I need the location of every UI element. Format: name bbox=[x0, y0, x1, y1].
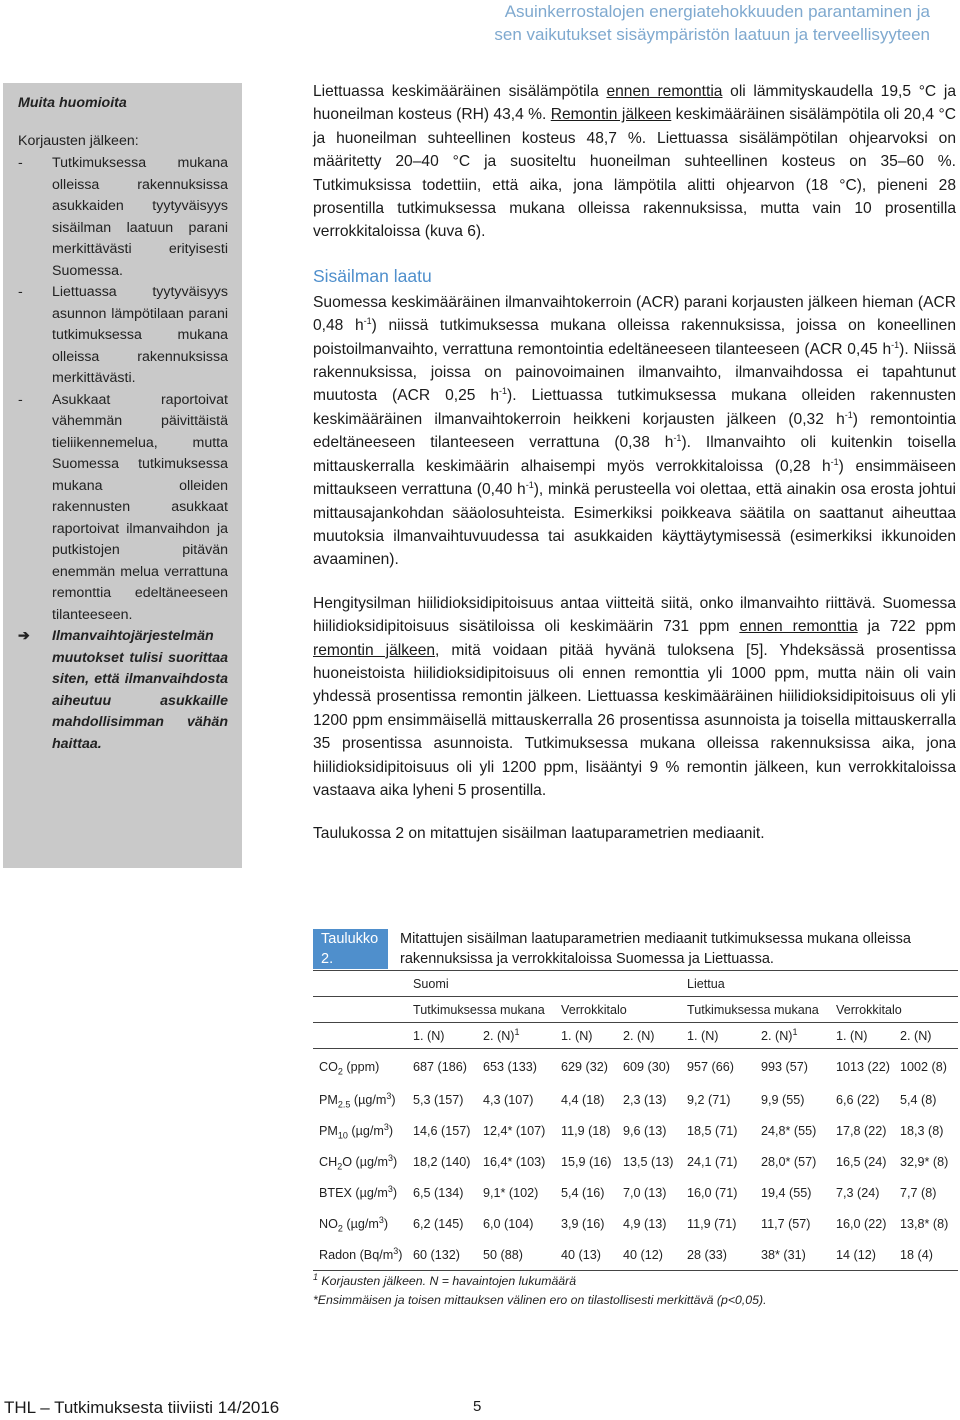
value-cell: 16,4* (103) bbox=[483, 1155, 546, 1169]
value-cell: 16,0 (22) bbox=[836, 1217, 887, 1231]
value-cell: 2,3 (13) bbox=[623, 1093, 667, 1107]
parameter-cell: $PM_{10}$ $(\mu g/m^3)$ bbox=[319, 1121, 394, 1141]
sidebar-item-text: Tutkimuksessa mukana olleissa rakennuksissa asukkaiden tyytyväisyys sisäilman laatuun parani merkittävästi erityisesti Suomessa. bbox=[52, 155, 228, 279]
value-cell: 11,7 (57) bbox=[761, 1217, 811, 1231]
sidebar-item bbox=[18, 153, 228, 282]
table-row bbox=[313, 1116, 958, 1147]
value-cell: 32,9* (8) bbox=[900, 1155, 949, 1169]
sidebar-conclusion-text: Ilmanvaihtojärjestelmän muutokset tulisi suorittaa siten, että ilmanvaihdosta aiheutuu asukkaille mahdollisimman vähän haittaa. bbox=[52, 628, 228, 752]
value-cell: 993 (57) bbox=[761, 1059, 808, 1074]
table-row bbox=[313, 1240, 958, 1271]
value-cell: 16,5 (24) bbox=[836, 1155, 887, 1169]
value-cell: 7,3 (24) bbox=[836, 1186, 880, 1200]
value-cell: 6,0 (104) bbox=[483, 1217, 534, 1231]
measurement-header: 2. (N) bbox=[894, 1023, 958, 1049]
value-cell: 4,3 (107) bbox=[483, 1093, 534, 1107]
table-row bbox=[313, 1147, 958, 1178]
parameter-cell: $PM_{2.5}$ $(\mu g/m^3)$ bbox=[319, 1090, 396, 1110]
parameter-cell: $NO_2$ $(\mu g/m^3)$ bbox=[319, 1214, 389, 1234]
dash-bullet: - bbox=[18, 284, 23, 300]
group-header: Verrokkitalo bbox=[830, 997, 958, 1023]
value-cell: 16,0 (71) bbox=[687, 1186, 738, 1200]
value-cell: 14 (12) bbox=[830, 1240, 894, 1271]
value-cell: 9,1* (102) bbox=[483, 1186, 539, 1200]
parameter-cell: $CO_2$ (ppm) bbox=[319, 1059, 380, 1077]
group-header: Tutkimuksessa mukana bbox=[407, 997, 555, 1023]
value-cell: 5,4 (16) bbox=[561, 1186, 605, 1200]
table-header-row bbox=[313, 971, 958, 997]
value-cell: 7,7 (8) bbox=[900, 1186, 937, 1200]
dash-bullet: - bbox=[18, 155, 23, 171]
sidebar-title: Muita huomioita bbox=[18, 95, 127, 111]
value-cell: 15,9 (16) bbox=[561, 1155, 612, 1169]
value-cell: 653 (133) bbox=[483, 1059, 537, 1074]
sidebar-item bbox=[18, 390, 228, 627]
footnote: *Ensimmäisen ja toisen mittauksen välinen ero on tilastollisesti merkittävä (p<0,05). bbox=[313, 1293, 767, 1307]
value-cell: 17,8 (22) bbox=[836, 1124, 887, 1138]
value-cell: 18 (4) bbox=[894, 1240, 958, 1271]
page-number: 5 bbox=[473, 1398, 482, 1415]
value-cell: 5,4 (8) bbox=[900, 1093, 937, 1107]
value-cell: 60 (132) bbox=[407, 1240, 477, 1271]
group-header: Verrokkitalo bbox=[555, 997, 681, 1023]
value-cell: 18,2 (140) bbox=[413, 1155, 471, 1169]
value-cell: 11,9 (71) bbox=[687, 1217, 737, 1231]
value-cell: 50 (88) bbox=[477, 1240, 555, 1271]
value-cell: 7,0 (13) bbox=[623, 1186, 667, 1200]
measurement-header: 2. $(N)^1$ bbox=[755, 1023, 830, 1049]
value-cell: 4,4 (18) bbox=[561, 1093, 605, 1107]
table-footnotes bbox=[313, 1272, 766, 1310]
value-cell: 9,6 (13) bbox=[623, 1124, 667, 1138]
group-header: Tutkimuksessa mukana bbox=[681, 997, 830, 1023]
table-row bbox=[313, 1209, 958, 1240]
table-row bbox=[313, 1085, 958, 1116]
paragraph-temperature: Liettuassa keskimääräinen sisälämpötila ennen remonttia oli lämmityskaudella 19,5 °C ja huoneilman kosteus (RH) 43,4 %. Remontin jälkeen keskimääräinen sisälämpötila oli 20,4 °C ja huoneilman suhteellinen kosteus 48,7 %. Liettuassa sisälämpötilan ohjearvoksi on määritetty 20–40 °C ja suositeltu huoneilman suhteellinen kosteus on 35–60 %. Tutkimuksissa todettiin, että aika, jona lämpötila alitti ohjearvon (18 °C), pieneni 28 prosentilla tutkimuksessa mukana olleissa rakennuksissa, mutta vain 10 prosentilla verrokkitaloissa (kuva 6). bbox=[313, 83, 957, 241]
value-cell: 5,3 (157) bbox=[413, 1093, 464, 1107]
sidebar-intro: Korjausten jälkeen: bbox=[18, 132, 139, 149]
value-cell: 1002 (8) bbox=[900, 1059, 947, 1074]
measurement-header: 1. (N) bbox=[681, 1023, 755, 1049]
value-cell: 687 (186) bbox=[413, 1059, 467, 1074]
value-cell: 6,2 (145) bbox=[413, 1217, 464, 1231]
running-header bbox=[494, 0, 930, 46]
value-cell: 6,5 (134) bbox=[413, 1186, 464, 1200]
table-row bbox=[313, 1178, 958, 1209]
value-cell: 9,2 (71) bbox=[687, 1093, 731, 1107]
value-cell: 957 (66) bbox=[687, 1059, 734, 1074]
sidebar-conclusion bbox=[18, 626, 228, 755]
measurement-header: 1. (N) bbox=[407, 1023, 477, 1049]
value-cell: 18,3 (8) bbox=[900, 1124, 944, 1138]
main-column bbox=[313, 80, 956, 846]
value-cell: 24,8* (55) bbox=[761, 1124, 817, 1138]
value-cell: 1013 (22) bbox=[836, 1059, 890, 1074]
value-cell: 24,1 (71) bbox=[687, 1155, 738, 1169]
value-cell: 629 (32) bbox=[561, 1059, 608, 1074]
sidebar-item bbox=[18, 282, 228, 390]
value-cell: 19,4 (55) bbox=[761, 1186, 812, 1200]
country-header: Suomi bbox=[407, 971, 681, 997]
value-cell: 38* (31) bbox=[755, 1240, 830, 1271]
value-cell: 6,6 (22) bbox=[836, 1093, 880, 1107]
sidebar-item-text: Asukkaat raportoivat vähemmän päivittäistä tieliikennemelua, mutta Suomessa tutkimuksessa mukana olleiden rakennusten asukkaat raportoivat ilmanvaihdon ja putkistojen pitävän enemmän melua verrattuna remonttia edeltäneeseen tilanteeseen. bbox=[52, 391, 228, 623]
value-cell: 13,5 (13) bbox=[623, 1155, 674, 1169]
table-header-row bbox=[313, 997, 958, 1023]
table-caption-text: Mitattujen sisäilman laatuparametrien mediaanit tutkimuksessa mukana olleissa rakennuksissa ja verrokkitaloissa Suomessa ja Liettuassa. bbox=[400, 931, 911, 967]
section-heading: Sisäilman laatu bbox=[313, 265, 432, 286]
table-caption bbox=[313, 929, 958, 969]
table-row bbox=[313, 1049, 958, 1085]
value-cell: 12,4* (107) bbox=[483, 1124, 546, 1138]
value-cell: 14,6 (157) bbox=[413, 1124, 471, 1138]
parameter-cell: Radon $(Bq/m^3)$ bbox=[313, 1240, 407, 1271]
value-cell: 11,9 (18) bbox=[561, 1124, 611, 1138]
measurement-header: 2. (N) bbox=[617, 1023, 681, 1049]
data-table bbox=[313, 970, 958, 1271]
sidebar-box bbox=[3, 83, 242, 868]
footer-publication: THL – Tutkimuksesta tiiviisti 14/2016 bbox=[4, 1398, 280, 1417]
header-line-2: sen vaikutukset sisäympäristön laatuun ja terveellisyyteen bbox=[494, 25, 930, 44]
paragraph-table-intro: Taulukossa 2 on mitattujen sisäilman laatuparametrien mediaanit. bbox=[313, 825, 765, 843]
measurement-header: 1. (N) bbox=[555, 1023, 617, 1049]
table-label: Taulukko 2. bbox=[313, 929, 388, 969]
value-cell: 28 (33) bbox=[681, 1240, 755, 1271]
country-header: Liettua bbox=[681, 971, 958, 997]
measurement-header: 1. (N) bbox=[830, 1023, 894, 1049]
value-cell: 4,9 (13) bbox=[623, 1217, 667, 1231]
measurement-header: 2. $(N)^1$ bbox=[477, 1023, 555, 1049]
header-line-1: Asuinkerrostalojen energiatehokkuuden parantaminen ja bbox=[504, 2, 930, 21]
parameter-cell: $CH_2O$ $(\mu g/m^3)$ bbox=[319, 1152, 398, 1172]
value-cell: 40 (12) bbox=[617, 1240, 681, 1271]
sidebar-item-text: Liettuassa tyytyväisyys asunnon lämpötilaan parani tutkimuksessa mukana olleissa rakennuksissa merkittävästi. bbox=[52, 284, 228, 386]
value-cell: 9,9 (55) bbox=[761, 1093, 805, 1107]
value-cell: 3,9 (16) bbox=[561, 1217, 605, 1231]
table-header-row bbox=[313, 1023, 958, 1049]
value-cell: 18,5 (71) bbox=[687, 1124, 738, 1138]
arrow-right-icon: ➔ bbox=[18, 628, 30, 644]
value-cell: 13,8* (8) bbox=[900, 1217, 949, 1231]
paragraph-co2: Hengitysilman hiilidioksidipitoisuus antaa viitteitä siitä, onko ilmanvaihto riittävä. Suomessa hiilidioksidipitoisuus sisätiloissa oli keskimäärin 731 ppm ennen remonttia ja 722 ppm remontin jälkeen, mitä voidaan pitää hyvänä tuloksena [5]. Yhdeksässä prosentissa huoneistoista hiilidioksidipitoisuus oli ennen remonttia yli 1000 ppm, mutta näin oli vain yhdessä prosentissa remontin jälkeen. Liettuassa keskimääräinen hiilidioksidipitoisuus oli yli 1200 ppm ensimmäisellä mittauskerralla 26 prosentissa asunnoista ja toisella mittauskerralla 35 prosentissa asunnoista. Tutkimuksessa mukana olleissa rakennuksissa aika, jona hiilidioksidipitoisuus oli yli 1200 ppm, lisääntyi 9 % remontin jälkeen, kun verrokkitaloissa vastaava aika lyheni 5 prosentilla. bbox=[313, 594, 956, 799]
value-cell: 40 (13) bbox=[555, 1240, 617, 1271]
dash-bullet: - bbox=[18, 391, 23, 408]
paragraph-ventilation: Suomessa keskimääräinen ilmanvaihtokerroin (ACR) parani korjausten jälkeen hieman (ACR 0,48 $h^{-1}$) niissä tutkimuksessa mukana olleissa rakennuksissa, joissa on koneellinen poistoilmanvaihto, verrattuna remontointia edeltäneeseen tilanteeseen (ACR 0,45 $h^{-1}$). Niissä rakennuksissa, joissa on painovoimainen ilmanvaihto, ilmanvaihdossa ei tapahtunut muutosta (ACR 0,25 $h^{-1}$). Liettuassa tutkimuksessa mukana olleiden rakennusten keskimääräinen ilmanvaihtokerroin heikkeni korjausten jälkeen (0,32 $h^{-1}$) remontointia edeltäneeseen tilanteeseen verrattuna (0,38 $h^{-1}$). Ilmanvaihto oli kuitenkin toisella mittauskerralla keskimäärin alhaisempi myös verrokkitaloissa (0,28 $h^{-1}$) ensimmäiseen mittaukseen verrattuna (0,40 $h^{-1}$), minkä perusteella voi olettaa, että ainakin osa erosta johtui mittausajankohdan sääolosuhteista. Esimerkiksi poikkeava säätila on saattanut aiheuttaa muutoksia ilmanvaihtuvuudessa tai asukkaiden käyttäytymisessä (esimerkiksi ikkunoiden avaaminen). bbox=[313, 293, 956, 569]
footnote: $^1$ Korjausten jälkeen. N = havaintojen lukumäärä bbox=[313, 1271, 577, 1288]
value-cell: 28,0* (57) bbox=[761, 1155, 817, 1169]
value-cell: 609 (30) bbox=[623, 1059, 670, 1074]
parameter-cell: BTEX $(\mu g/m^3)$ bbox=[319, 1183, 398, 1200]
